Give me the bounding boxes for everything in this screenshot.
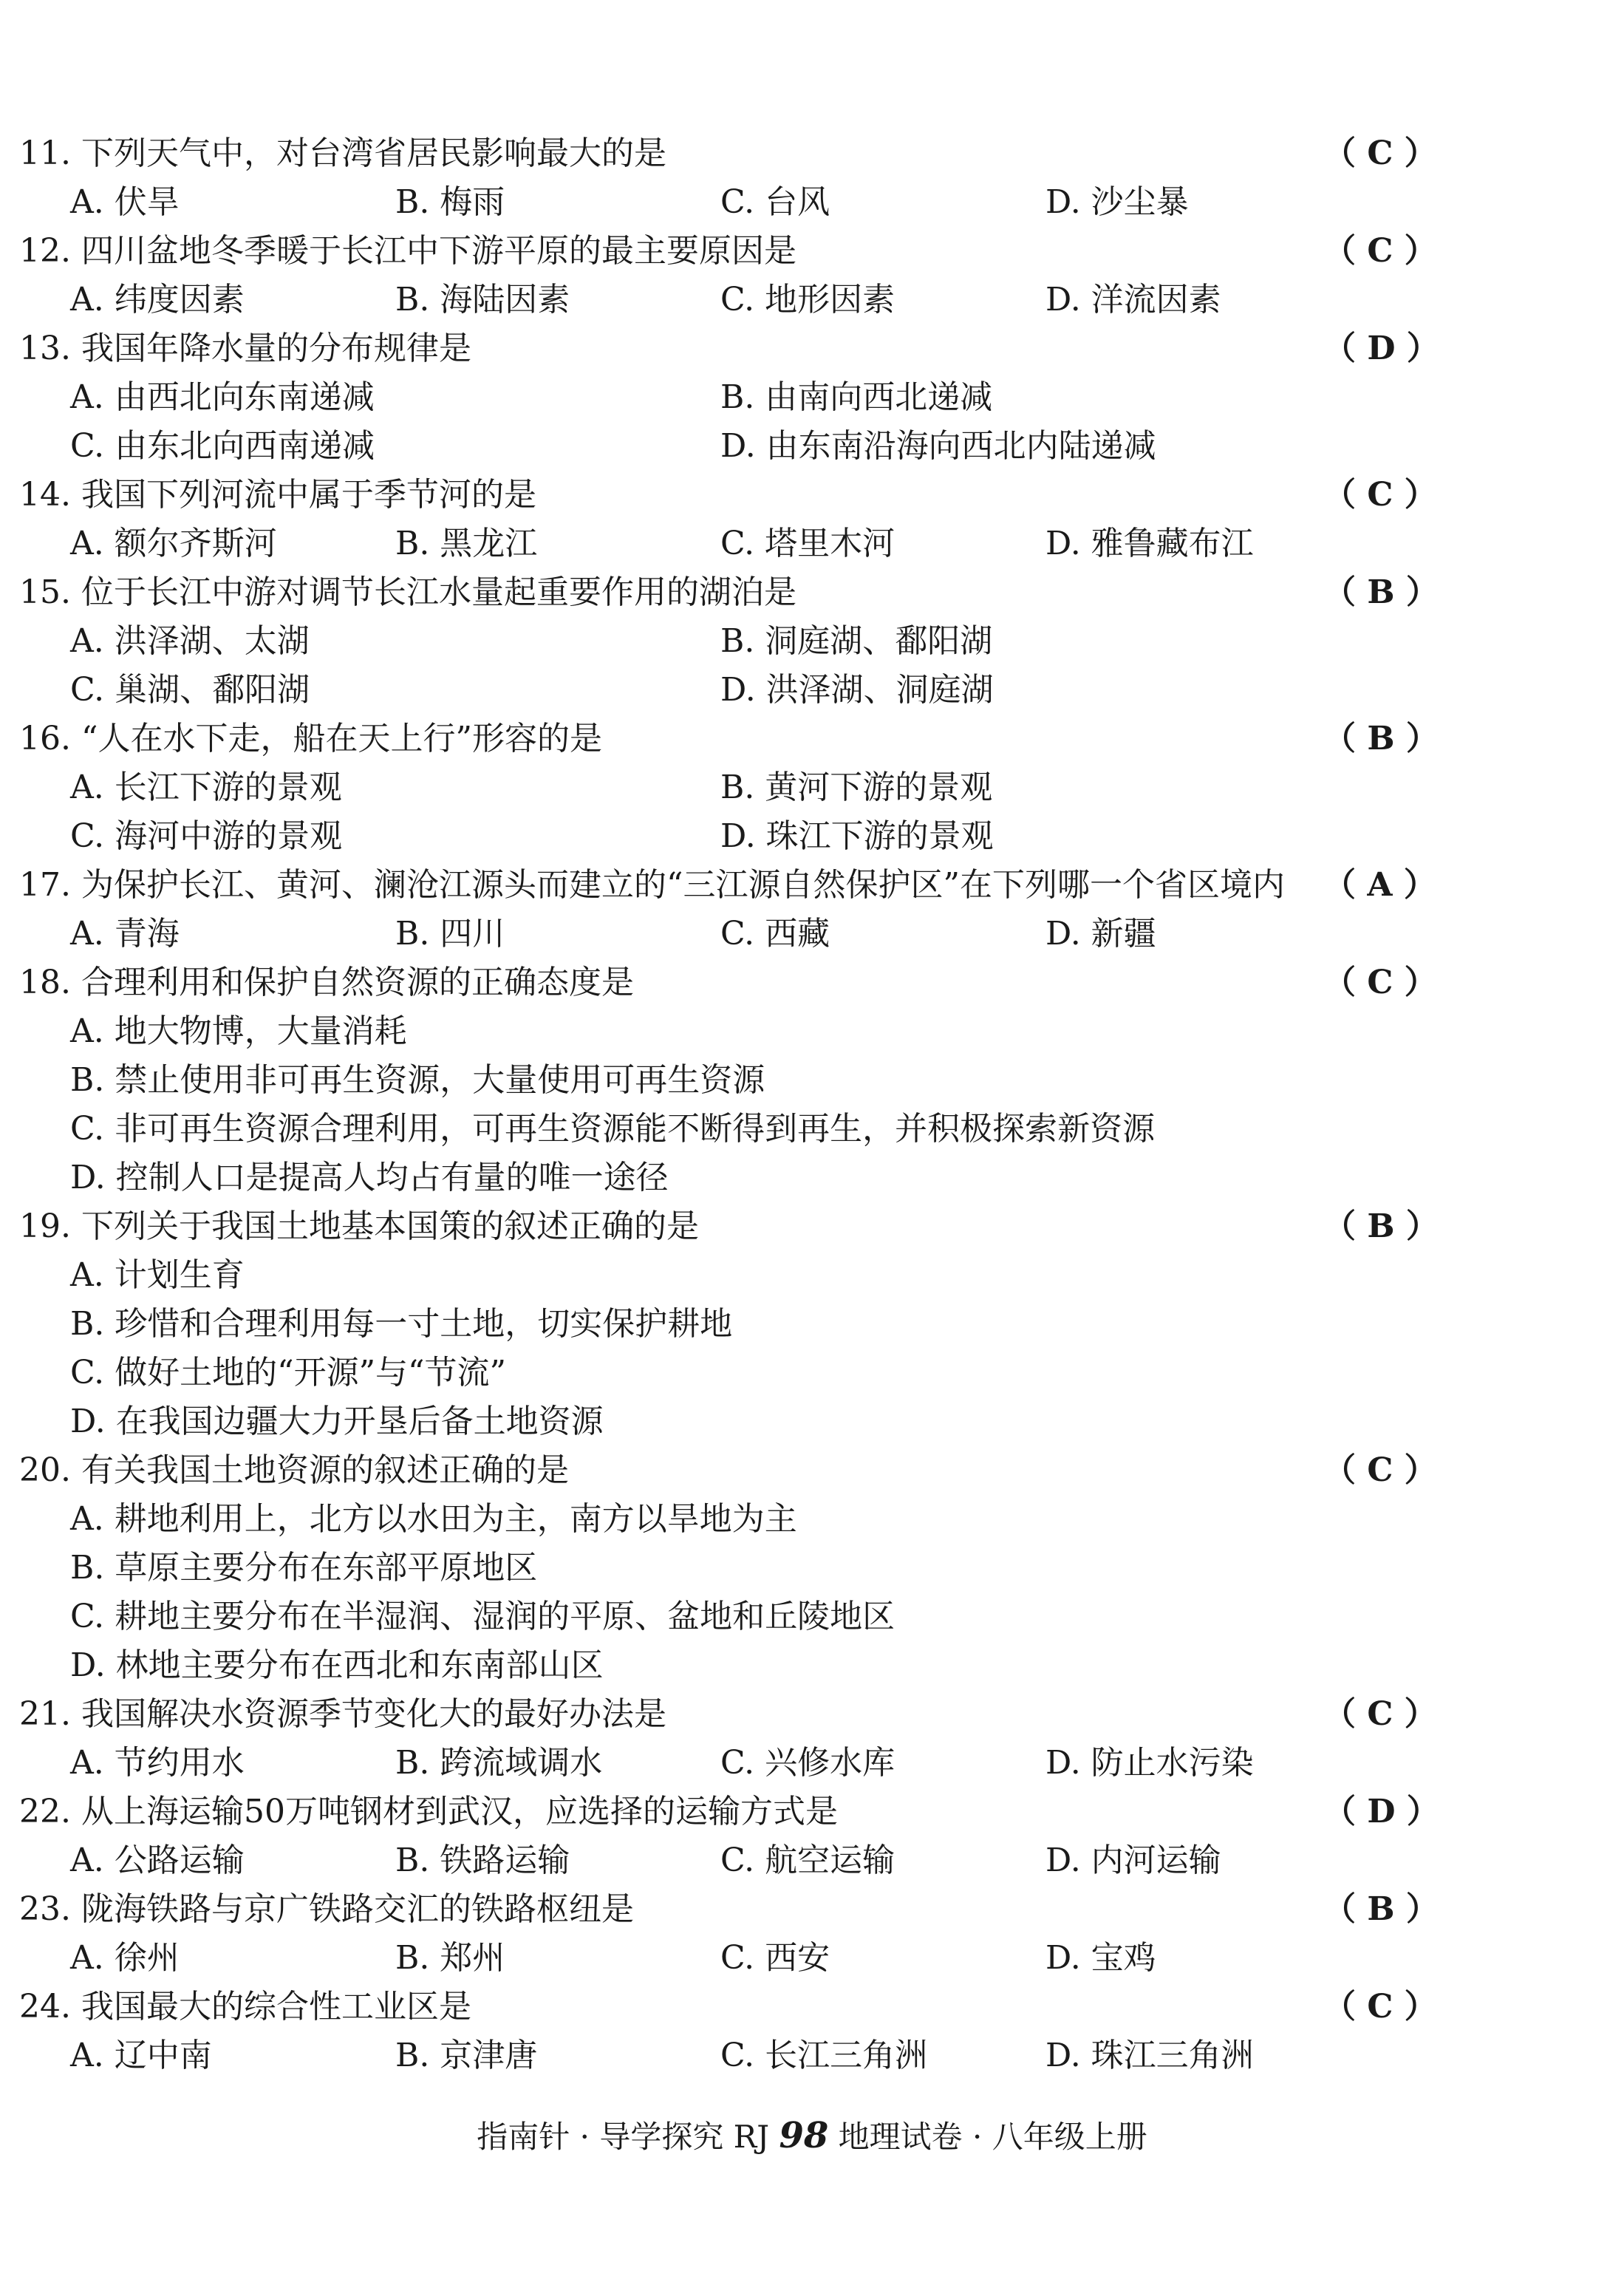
option-b: B. 海陆因素 [395,281,570,318]
footer-series-label: 指南针 · 导学探究 RJ [477,2119,770,2155]
option-d: D. 雅鲁藏布江 [1045,525,1254,562]
question-stem: 18. 合理利用和保护自然资源的正确态度是 [19,964,634,1001]
answer-mark: （ D ） [1323,330,1439,367]
question-15-options-row-1 [0,622,1624,674]
option-c: C. 塔里木河 [720,525,895,562]
option-b: B. 黑龙江 [395,525,538,562]
option-c: C. 做好土地的“开源”与“节流” [70,1354,507,1391]
question-stem: 12. 四川盆地冬季暖于长江中下游平原的最主要原因是 [19,232,796,270]
question-19-stem-row [19,1207,1624,1259]
option-a: A. 洪泽湖、太湖 [70,622,310,660]
option-d: D. 新疆 [1045,915,1156,953]
question-13-stem-row [19,330,1624,381]
option-c: C. 西藏 [720,915,830,953]
question-19-option-a-row [0,1256,1624,1308]
option-c: C. 地形因素 [720,281,895,318]
option-c: C. 航空运输 [720,1842,895,1879]
question-14-options [0,525,1624,576]
option-a: A. 耕地利用上，北方以水田为主，南方以旱地为主 [70,1500,797,1538]
option-a: A. 辽中南 [70,2037,212,2074]
question-18-option-b-row [0,1061,1624,1113]
page-footer [0,2115,1624,2156]
option-a: A. 由西北向东南递减 [70,378,375,416]
option-c: C. 海河中游的景观 [70,817,343,855]
question-18-option-a-row [0,1012,1624,1064]
option-d: D. 由东南沿海向西北内陆递减 [720,427,1156,465]
answer-mark: （ A ） [1323,866,1436,904]
option-a: A. 计划生育 [70,1256,245,1294]
option-d: D. 珠江三角洲 [1045,2037,1254,2074]
answer-mark: （ C ） [1323,476,1437,514]
question-24-options [0,2037,1624,2088]
question-11-options [0,183,1624,235]
option-c: C. 西安 [720,1939,830,1977]
option-c: C. 巢湖、鄱阳湖 [70,671,310,709]
question-22-stem-row [19,1793,1624,1844]
question-22-options [0,1844,1624,1893]
option-a: A. 青海 [70,915,180,953]
question-stem: 11. 下列天气中，对台湾省居民影响最大的是 [19,134,666,172]
question-stem: 21. 我国解决水资源季节变化大的最好办法是 [19,1695,666,1733]
option-d: D. 内河运输 [1045,1842,1221,1879]
option-a: A. 公路运输 [70,1842,245,1879]
option-b: B. 黄河下游的景观 [720,769,993,806]
question-21-options [0,1744,1624,1796]
option-a: A. 节约用水 [70,1744,245,1782]
option-b: B. 禁止使用非可再生资源，大量使用可再生资源 [70,1061,765,1099]
question-stem: 14. 我国下列河流中属于季节河的是 [19,476,536,514]
option-c: C. 兴修水库 [720,1744,895,1782]
option-c: C. 非可再生资源合理利用，可再生资源能不断得到再生，并积极探索新资源 [70,1110,1156,1148]
question-19-option-c-row [0,1354,1624,1406]
question-20-option-c-row [0,1598,1624,1649]
question-19-option-d-row [0,1403,1624,1454]
option-d: D. 珠江下游的景观 [720,817,994,855]
option-a: A. 纬度因素 [70,281,245,318]
option-b: B. 京津唐 [395,2037,538,2074]
option-c: C. 台风 [720,183,830,221]
answer-mark: （ C ） [1323,134,1437,172]
option-b: B. 四川 [395,915,505,953]
option-b: B. 由南向西北递减 [720,378,993,416]
option-c: C. 由东北向西南递减 [70,427,375,465]
answer-mark: （ D ） [1323,1793,1439,1830]
question-stem: 15. 位于长江中游对调节长江水量起重要作用的湖泊是 [19,573,796,611]
question-15-options-row-2 [0,671,1624,723]
question-20-stem-row [19,1451,1624,1503]
answer-mark: （ C ） [1323,1695,1437,1733]
option-b: B. 梅雨 [395,183,505,221]
question-stem: 22. 从上海运输50万吨钢材到武汉，应选择的运输方式是 [19,1793,838,1830]
question-stem: 13. 我国年降水量的分布规律是 [19,330,471,367]
answer-mark: （ B ） [1323,1890,1439,1928]
option-a: A. 伏旱 [70,183,180,221]
question-stem: 16. “人在水下走，船在天上行”形容的是 [19,720,602,757]
question-16-options-row-2 [0,817,1624,869]
question-15-stem-row [19,573,1624,625]
question-19-option-b-row [0,1305,1624,1357]
option-b: B. 铁路运输 [395,1842,570,1879]
option-d: D. 洪泽湖、洞庭湖 [720,671,994,709]
answer-mark: （ B ） [1323,1207,1439,1245]
option-a: A. 地大物博，大量消耗 [70,1012,407,1050]
question-stem: 17. 为保护长江、黄河、澜沧江源头而建立的“三江源自然保护区”在下列哪一个省区境内 [19,866,1285,904]
question-17-stem-row [19,866,1624,918]
answer-mark: （ B ） [1323,573,1439,611]
page-number: 98 [779,2115,829,2156]
question-20-option-a-row [0,1500,1624,1552]
question-stem: 20. 有关我国土地资源的叙述正确的是 [19,1451,569,1489]
option-c: C. 耕地主要分布在半湿润、湿润的平原、盆地和丘陵地区 [70,1598,895,1635]
question-23-stem-row [19,1890,1624,1942]
footer-book-label: 地理试卷 · 八年级上册 [838,2119,1147,2155]
question-24-stem-row [19,1988,1624,2040]
question-18-stem-row [19,964,1624,1015]
question-stem: 23. 陇海铁路与京广铁路交汇的铁路枢纽是 [19,1890,634,1928]
answer-mark: （ B ） [1323,720,1439,757]
question-stem: 19. 下列关于我国土地基本国策的叙述正确的是 [19,1207,699,1245]
question-18-option-d-row [0,1159,1624,1210]
option-c: C. 长江三角洲 [720,2037,928,2074]
question-20-option-d-row [0,1646,1624,1698]
answer-mark: （ C ） [1323,232,1437,270]
question-23-options [0,1939,1624,1991]
question-13-options-row-2 [0,427,1624,479]
option-a: A. 额尔齐斯河 [70,525,277,562]
answer-mark: （ C ） [1323,1988,1437,2026]
question-13-options-row-1 [0,378,1624,430]
option-d: D. 林地主要分布在西北和东南部山区 [70,1646,604,1684]
question-11-stem-row [19,134,1624,186]
answer-mark: （ C ） [1323,964,1437,1001]
question-12-options [0,281,1624,333]
question-stem: 24. 我国最大的综合性工业区是 [19,1988,471,2026]
option-d: D. 沙尘暴 [1045,183,1189,221]
option-a: A. 长江下游的景观 [70,769,342,806]
question-16-options-row-1 [0,771,1624,820]
question-17-options [0,915,1624,967]
question-14-stem-row [19,476,1624,528]
option-b: B. 洞庭湖、鄱阳湖 [720,622,993,660]
option-d: D. 宝鸡 [1045,1939,1156,1977]
question-18-option-c-row [0,1110,1624,1162]
option-d: D. 在我国边疆大力开垦后备土地资源 [70,1403,604,1440]
option-b: B. 跨流域调水 [395,1744,603,1782]
option-a: A. 徐州 [70,1939,180,1977]
question-16-stem-row [19,720,1624,771]
option-b: B. 郑州 [395,1939,505,1977]
question-20-option-b-row [0,1549,1624,1601]
question-21-stem-row [19,1695,1624,1747]
option-d: D. 防止水污染 [1045,1744,1254,1782]
option-b: B. 珍惜和合理利用每一寸土地，切实保护耕地 [70,1305,733,1343]
option-b: B. 草原主要分布在东部平原地区 [70,1549,538,1587]
option-d: D. 控制人口是提高人均占有量的唯一途径 [70,1159,669,1196]
option-d: D. 洋流因素 [1045,281,1221,318]
answer-mark: （ C ） [1323,1451,1437,1489]
question-12-stem-row [19,232,1624,284]
